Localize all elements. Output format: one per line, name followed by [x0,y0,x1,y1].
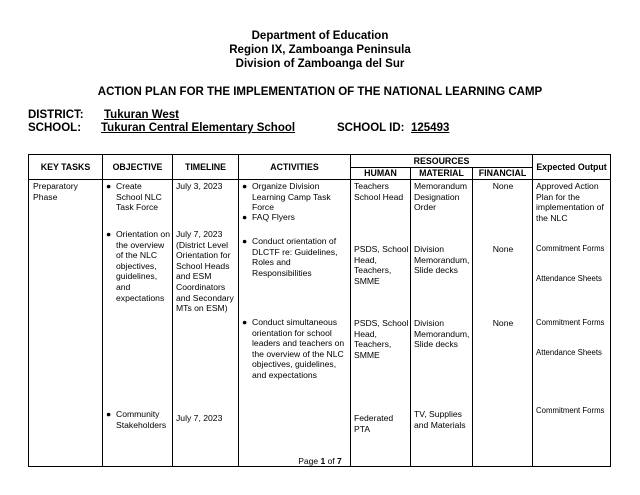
human-item: Teachers School Head [354,181,404,202]
bullet-icon: ● [106,181,112,191]
financial-cell [473,180,533,467]
header-financial: FINANCIAL [473,168,533,180]
header-material: MATERIAL [411,168,473,180]
activity-item: ● Organize Division Learning Camp Task Force [242,181,331,213]
header-resources: RESOURCES [351,155,533,168]
material-cell [411,180,473,467]
department-heading: Department of Education [251,30,389,42]
objective-item: ● Community Stakeholders [106,409,167,430]
output-item: Commitment Forms [536,318,605,327]
human-item: Federated PTA [354,413,394,434]
bullet-icon: ● [106,229,112,239]
human-cell [351,180,411,467]
human-item: PSDS, School Head, Teachers, SMME [354,318,409,360]
header-timeline: TIMELINE [173,155,239,180]
key-task-cell [29,180,103,467]
document-title: ACTION PLAN FOR THE IMPLEMENTATION OF THE NATIONAL LEARNING CAMP [97,86,543,98]
division-heading: Division of Zamboanga del Sur [235,58,405,70]
timeline-item: July 7, 2023 [176,413,223,423]
output-item: Commitment Forms [536,244,605,253]
output-item: Attendance Sheets [536,348,602,357]
output-item: Commitment Forms [536,406,605,415]
header-objective: OBJECTIVE [103,155,173,180]
region-heading: Region IX, Zamboanga Peninsula [229,44,411,56]
school-id-value: 125493 [411,122,450,134]
objective-cell [103,180,173,467]
district-value: Tukuran West [104,109,179,121]
material-item: Division Memorandum, Slide decks [414,318,470,350]
bullet-icon: ● [242,317,248,327]
output-item: Attendance Sheets [536,274,602,283]
output-item: Approved Action Plan for the implementation of the NLC [536,181,604,223]
objective-item: ● Create School NLC Task Force [106,181,162,213]
financial-item: None [492,244,514,254]
bullet-icon: ● [242,181,248,191]
timeline-item: July 3, 2023 [176,181,223,191]
header-expected-output: Expected Output [533,155,611,180]
page-indicator: Page 1 of 7 [298,456,342,466]
expected-output-cell [533,180,611,467]
school-label: SCHOOL: [28,122,82,134]
key-task-text: Preparatory Phase [33,181,78,202]
bullet-icon: ● [242,236,248,246]
action-plan-table [28,154,611,467]
human-item: PSDS, School Head, Teachers, SMME [354,244,409,286]
activity-item: ● Conduct orientation of DLCTF re: Guidelines, Roles and Responsibilities [242,236,338,278]
school-id-label: SCHOOL ID: [337,122,405,134]
material-item: TV, Supplies and Materials [414,409,466,430]
material-item: Division Memorandum, Slide decks [414,244,470,276]
financial-item: None [492,181,514,191]
header-key-tasks: KEY TASKS [29,155,103,180]
activities-cell [239,180,351,467]
header-activities: ACTIVITIES [239,155,351,180]
activity-item: ● Conduct simultaneous orientation for school leaders and teachers on the overview of the NLC objectives, guidelines, and expectations [242,317,345,380]
objective-item: ● Orientation on the overview of the NLC objectives, guidelines, and expectations [106,229,170,303]
bullet-icon: ● [106,409,112,419]
timeline-cell [173,180,239,467]
material-item: Memorandum Designation Order [414,181,468,213]
header-human: HUMAN [351,168,411,180]
school-value: Tukuran Central Elementary School [101,122,296,134]
timeline-item: July 7, 2023 (District Level Orientation for School Heads and ESM Coordinators and Secondary MTs on ESM) [176,229,234,314]
financial-item: None [492,318,514,328]
district-label: DISTRICT: [28,109,84,121]
activity-item: ● FAQ Flyers [242,212,295,222]
bullet-icon: ● [242,212,248,222]
